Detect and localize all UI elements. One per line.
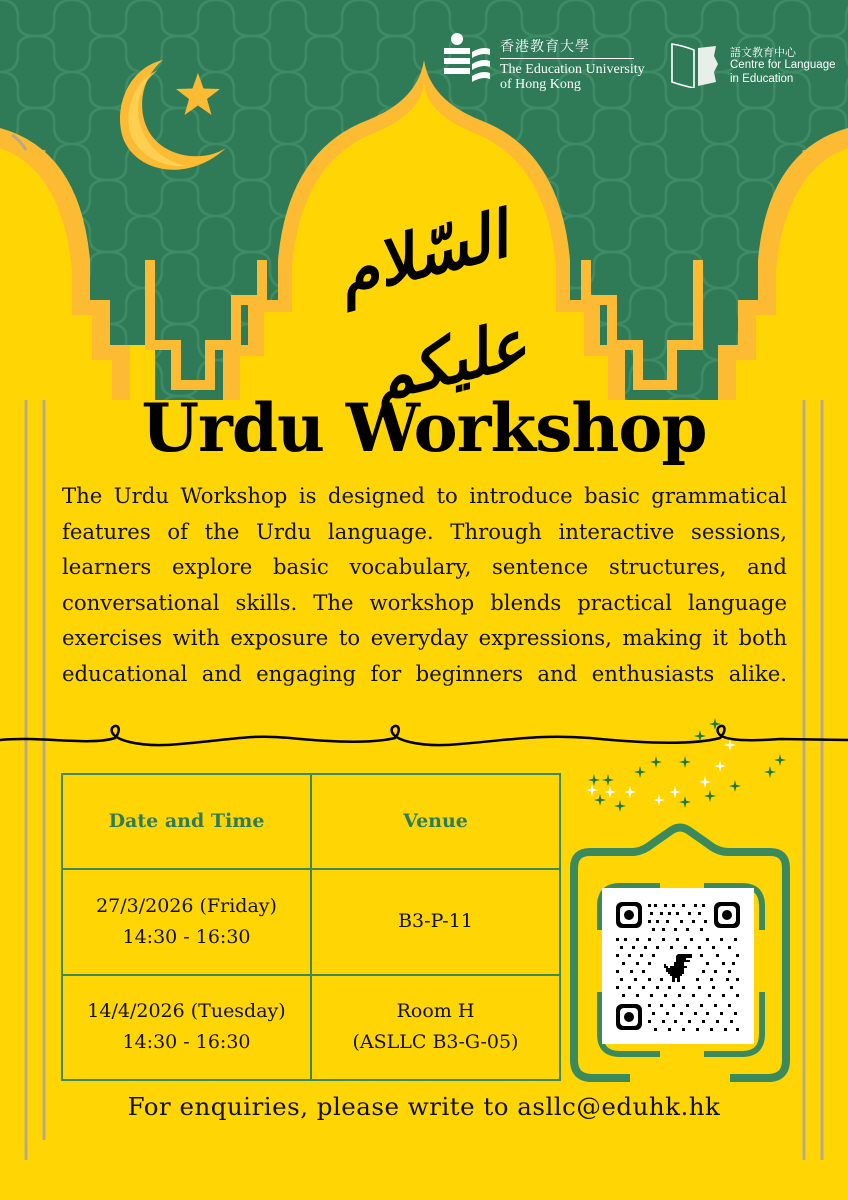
time: 14:30 - 16:30 <box>122 1031 251 1054</box>
open-book-icon <box>670 42 722 88</box>
urdu-greeting: السّلام علیکم <box>329 197 535 417</box>
schedule-table <box>61 773 561 1081</box>
eduhk-logo <box>442 32 645 92</box>
venue-cell <box>311 869 560 975</box>
venue: Room H <box>396 1000 475 1023</box>
qr-code-icon <box>602 888 754 1044</box>
venue-cell <box>311 975 560 1081</box>
eduhk-name-en-line2: of Hong Kong <box>500 77 581 92</box>
header-venue: Venue <box>311 774 560 869</box>
eduhk-name-en-line1: The Education University <box>500 62 645 77</box>
date: 14/4/2026 (Tuesday) <box>87 1000 286 1023</box>
dinosaur-icon <box>664 954 692 982</box>
table-header-row <box>62 774 560 869</box>
date: 27/3/2026 (Friday) <box>96 894 277 917</box>
eduhk-emblem-icon <box>442 32 492 92</box>
page-title: Urdu Workshop <box>141 389 707 467</box>
date-time-cell <box>62 869 311 975</box>
time: 14:30 - 16:30 <box>122 925 251 948</box>
star-icon <box>175 72 221 116</box>
workshop-description: The Urdu Workshop is designed to introduce basic grammatical features of the Urdu language. Through interactive sessions, learners explore basic vocabulary, sentence structures, and conversational skills. The workshop blends practical language exercises with exposure to everyday expressions, making it both educational and engaging for beginners and enthusiasts alike. <box>62 483 787 686</box>
table-row <box>62 869 560 975</box>
venue: B3-P-11 <box>398 910 473 933</box>
table-row <box>62 975 560 1081</box>
date-time-cell <box>62 975 311 1081</box>
header-date-time: Date and Time <box>62 774 311 869</box>
cle-name-en-line2: in Education <box>730 73 794 85</box>
venue-detail: (ASLLC B3-G-05) <box>352 1031 519 1054</box>
cle-logo <box>670 42 840 92</box>
enquiry-text: For enquiries, please write to asllc@eduhk.hk <box>127 1092 721 1121</box>
cle-name-en-line1: Centre for Language <box>730 59 836 71</box>
eduhk-name-zh: 香港教育大學 <box>500 36 634 59</box>
sparkles-icon <box>580 712 790 812</box>
cle-name-zh: 語文教育中心 <box>730 46 796 59</box>
registration-qr-code[interactable] <box>602 888 754 1044</box>
